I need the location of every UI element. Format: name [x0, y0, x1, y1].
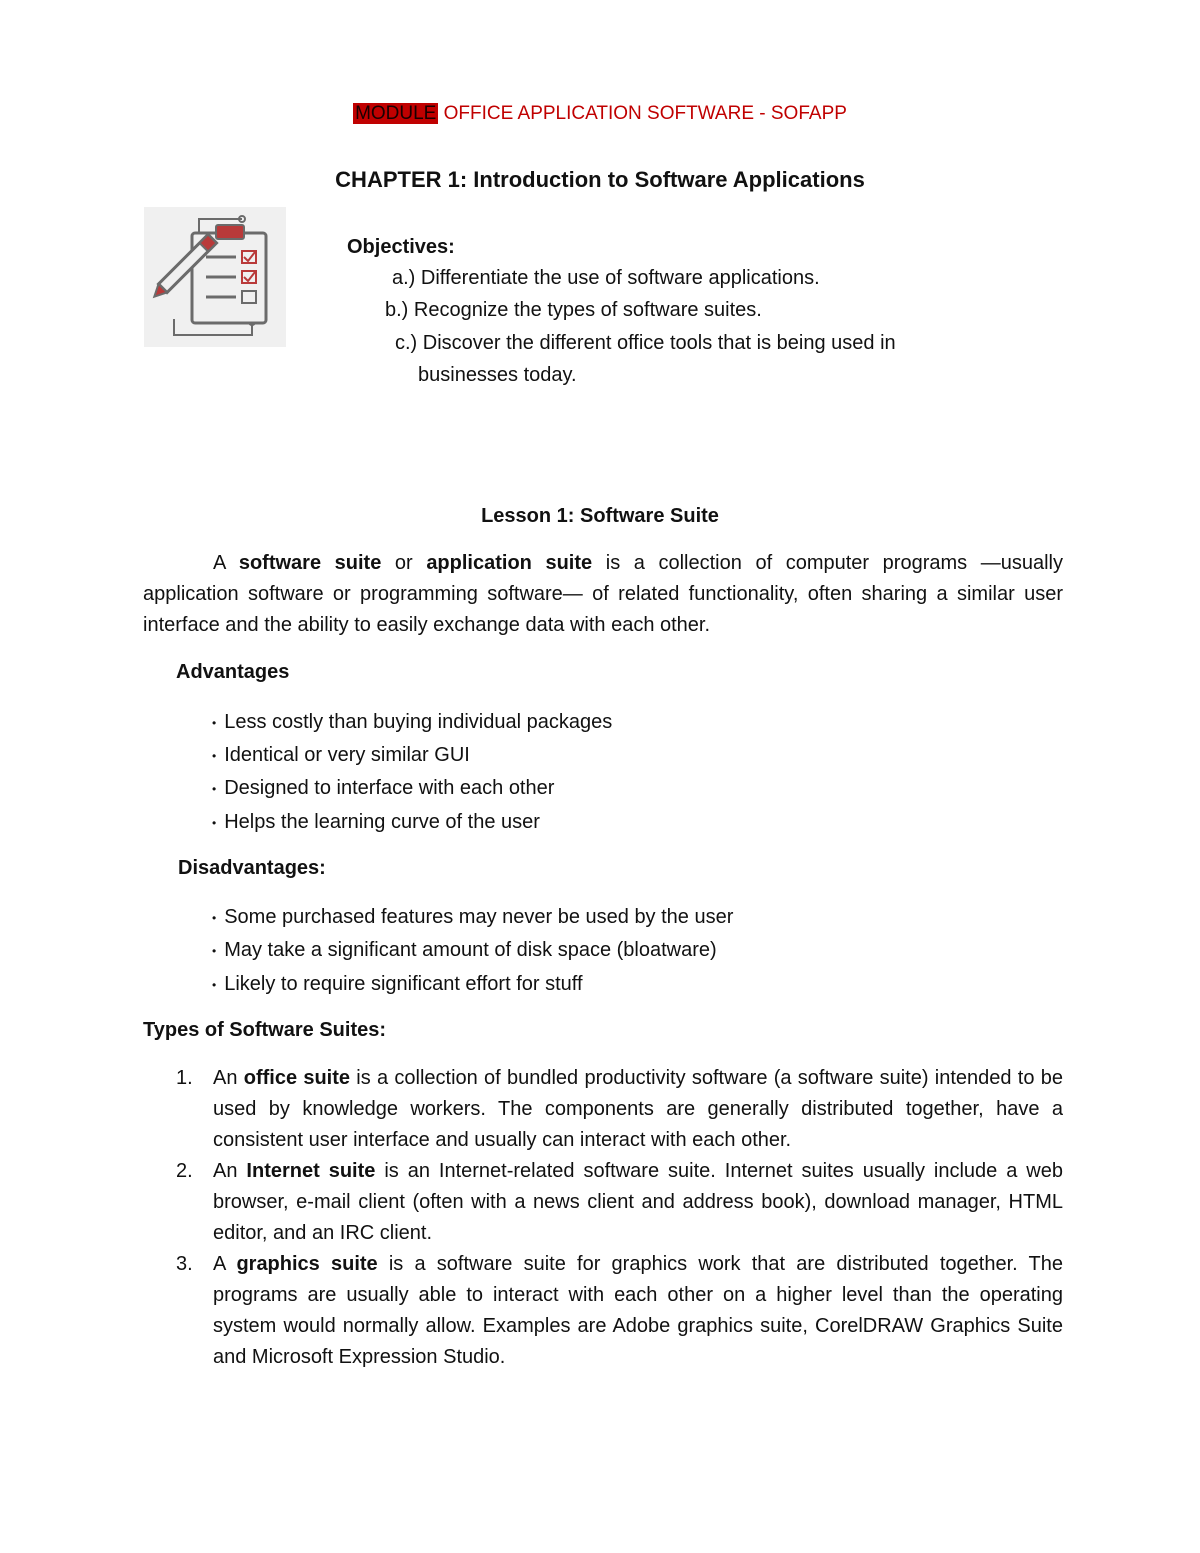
- module-header: [0, 103, 1200, 125]
- advantage-item: [212, 710, 612, 735]
- module-title: OFFICE APPLICATION SOFTWARE - SOFAPP: [438, 103, 847, 124]
- bullet-icon: •: [212, 815, 217, 830]
- term-software-suite: software suite: [238, 552, 382, 574]
- clipboard-checklist-icon: [144, 207, 286, 347]
- disadvantage-text: May take a significant amount of disk space (bloatware): [224, 939, 717, 961]
- item-text: is a collection of bundled productivity software (a software suite) intended to be used by knowledge workers. The components are generally distributed together, have a consistent user interface and usually can interact with each other.: [213, 1067, 1063, 1151]
- disadvantage-item: [212, 972, 583, 997]
- item-text: is a software suite for graphics work that are distributed together. The programs are usually able to interact with each other on a higher level than the operating system would normally allow. Examples are Adobe graphics suite, CorelDRAW Graphics Suite and Microsoft Expression Studio.: [213, 1253, 1063, 1368]
- bullet-icon: •: [212, 977, 217, 992]
- list-item: [176, 1249, 1063, 1373]
- advantage-item: [212, 743, 470, 768]
- objective-a: a.) Differentiate the use of software applications.: [392, 267, 820, 289]
- item-number: 3.: [176, 1253, 193, 1275]
- advantage-item: [212, 776, 554, 801]
- bullet-icon: •: [212, 910, 217, 925]
- module-tag: MODULE: [355, 103, 437, 124]
- objective-c: c.) Discover the different office tools that is being used in: [395, 332, 896, 354]
- bullet-icon: •: [212, 781, 217, 796]
- lesson-title: Lesson 1: Software Suite: [481, 505, 719, 527]
- term-internet-suite: Internet suite: [246, 1160, 376, 1182]
- advantage-text: Less costly than buying individual packages: [224, 711, 613, 733]
- intro-text-2: or: [381, 552, 427, 574]
- bullet-icon: •: [212, 715, 217, 730]
- item-number: 2.: [176, 1160, 193, 1182]
- advantage-item: [212, 810, 540, 835]
- disadvantage-text: Likely to require significant effort for stuff: [224, 973, 583, 995]
- disadvantage-item: [212, 938, 717, 963]
- list-item: [176, 1063, 1063, 1156]
- list-item: [176, 1156, 1063, 1249]
- item-prefix: An: [213, 1067, 244, 1089]
- advantage-text: Identical or very similar GUI: [224, 744, 470, 766]
- types-title: Types of Software Suites:: [143, 1019, 387, 1041]
- item-number: 1.: [176, 1067, 193, 1089]
- term-office-suite: office suite: [243, 1067, 351, 1089]
- item-prefix: A: [213, 1253, 237, 1275]
- advantage-text: Designed to interface with each other: [224, 777, 555, 799]
- advantage-text: Helps the learning curve of the user: [224, 811, 540, 833]
- bullet-icon: •: [212, 748, 217, 763]
- objective-c-continued: businesses today.: [418, 364, 577, 386]
- advantages-title: Advantages: [176, 661, 290, 683]
- bullet-icon: •: [212, 943, 217, 958]
- disadvantage-item: [212, 905, 733, 930]
- disadvantage-text: Some purchased features may never be used by the user: [224, 906, 734, 928]
- objective-b: b.) Recognize the types of software suites.: [385, 299, 762, 321]
- chapter-title: CHAPTER 1: Introduction to Software Applications: [335, 167, 865, 192]
- term-graphics-suite: graphics suite: [236, 1253, 378, 1275]
- lesson-intro-paragraph: [143, 548, 1063, 641]
- intro-text-3: is a collection of computer programs —usually application software or programming software— of related functionality, often sharing a similar user interface and the ability to easily exchange data with each other.: [143, 552, 1063, 636]
- term-application-suite: application suite: [426, 552, 593, 574]
- intro-text-1: A: [213, 552, 239, 574]
- objectives-title: Objectives:: [347, 236, 455, 258]
- item-text: is an Internet-related software suite. Internet suites usually include a web browser, e-mail client (often with a news client and address book), download manager, HTML editor, and an IRC client.: [213, 1160, 1063, 1244]
- disadvantages-title: Disadvantages:: [178, 857, 326, 879]
- types-list: [176, 1063, 1063, 1373]
- item-prefix: An: [213, 1160, 247, 1182]
